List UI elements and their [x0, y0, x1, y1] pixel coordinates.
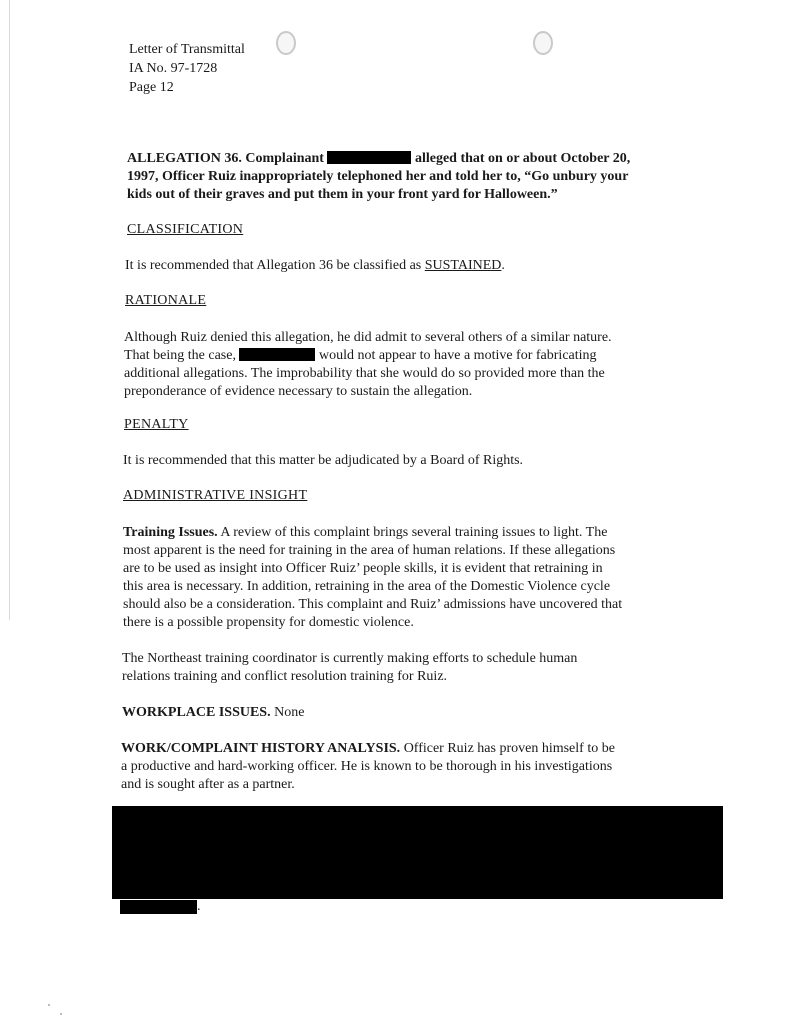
redaction-block-large	[112, 806, 723, 899]
rationale-line-4: preponderance of evidence necessary to sustain the allegation.	[124, 384, 473, 399]
training-line-2: most apparent is the need for training in the area of human relations. If these allegations	[123, 543, 616, 558]
header-title: Letter of Transmittal	[129, 42, 245, 57]
punch-hole-left	[276, 31, 296, 55]
header-page-number: Page 12	[129, 80, 174, 95]
classification-value: SUSTAINED	[424, 258, 502, 273]
scan-speck	[60, 1013, 62, 1015]
penalty-text: It is recommended that this matter be adjudicated by a Board of Rights.	[123, 453, 524, 468]
redaction-name-rationale	[239, 348, 315, 361]
training-line-4: this area is necessary. In addition, retraining in the area of the Domestic Violence cycle	[123, 579, 611, 594]
training-line-1	[123, 524, 607, 542]
insight-heading: ADMINISTRATIVE INSIGHT	[123, 488, 308, 503]
workplace-issues	[122, 704, 304, 722]
training-text-1: A review of this complaint brings several training issues to light. The	[217, 525, 608, 540]
penalty-heading: PENALTY	[124, 417, 189, 432]
coordinator-line-1: The Northeast training coordinator is currently making efforts to schedule human	[122, 651, 578, 666]
scan-speck	[48, 1004, 50, 1006]
classification-sentence: It is recommended that Allegation 36 be classified as	[125, 258, 422, 273]
history-line-1	[121, 740, 615, 758]
history-line-3: and is sought after as a partner.	[121, 777, 295, 792]
header-ia-number: IA No. 97-1728	[129, 61, 218, 76]
rationale-line-2	[124, 347, 597, 365]
letter-header	[129, 40, 245, 97]
rationale-text-2a: That being the case,	[124, 348, 236, 363]
rationale-heading: RATIONALE	[125, 293, 207, 308]
allegation-line-1	[127, 150, 630, 168]
rationale-line-1: Although Ruiz denied this allegation, he did admit to several others of a similar nature.	[124, 330, 612, 345]
coordinator-line-2: relations training and conflict resolution training for Ruiz.	[122, 669, 448, 684]
training-issues-label: Training Issues.	[123, 525, 218, 540]
history-line-2: a productive and hard-working officer. He is known to be thorough in his investigations	[121, 759, 613, 774]
scan-edge-line	[9, 0, 10, 620]
history-text-1: Officer Ruiz has proven himself to be	[400, 741, 615, 756]
classification-period: .	[501, 258, 505, 273]
classification-heading: CLASSIFICATION	[127, 222, 244, 237]
classification-text	[125, 257, 505, 275]
allegation-line-3: kids out of their graves and put them in your front yard for Halloween.”	[127, 187, 558, 202]
punch-hole-right	[533, 31, 553, 55]
training-line-5: should also be a consideration. This complaint and Ruiz’ admissions have uncovered that	[123, 597, 623, 612]
training-line-6: there is a possible propensity for domestic violence.	[123, 615, 414, 630]
history-analysis-label: WORK/COMPLAINT HISTORY ANALYSIS.	[121, 741, 401, 756]
training-line-3: are to be used as insight into Officer Ruiz’ people skills, it is evident that retraining in	[123, 561, 603, 576]
redaction-block-small	[120, 900, 197, 914]
allegation-text-1: alleged that on or about October 20,	[414, 151, 631, 166]
redaction-complainant-name	[327, 151, 411, 164]
allegation-label: ALLEGATION 36. Complainant	[127, 151, 324, 166]
rationale-text-2b: would not appear to have a motive for fabricating	[318, 348, 597, 363]
rationale-line-3: additional allegations. The improbability that she would do so provided more than the	[124, 366, 605, 381]
trailing-period: .	[197, 899, 201, 914]
workplace-issues-value: None	[270, 705, 305, 720]
workplace-issues-label: WORKPLACE ISSUES.	[122, 705, 271, 720]
allegation-line-2: 1997, Officer Ruiz inappropriately telephoned her and told her to, “Go unbury your	[127, 169, 629, 184]
